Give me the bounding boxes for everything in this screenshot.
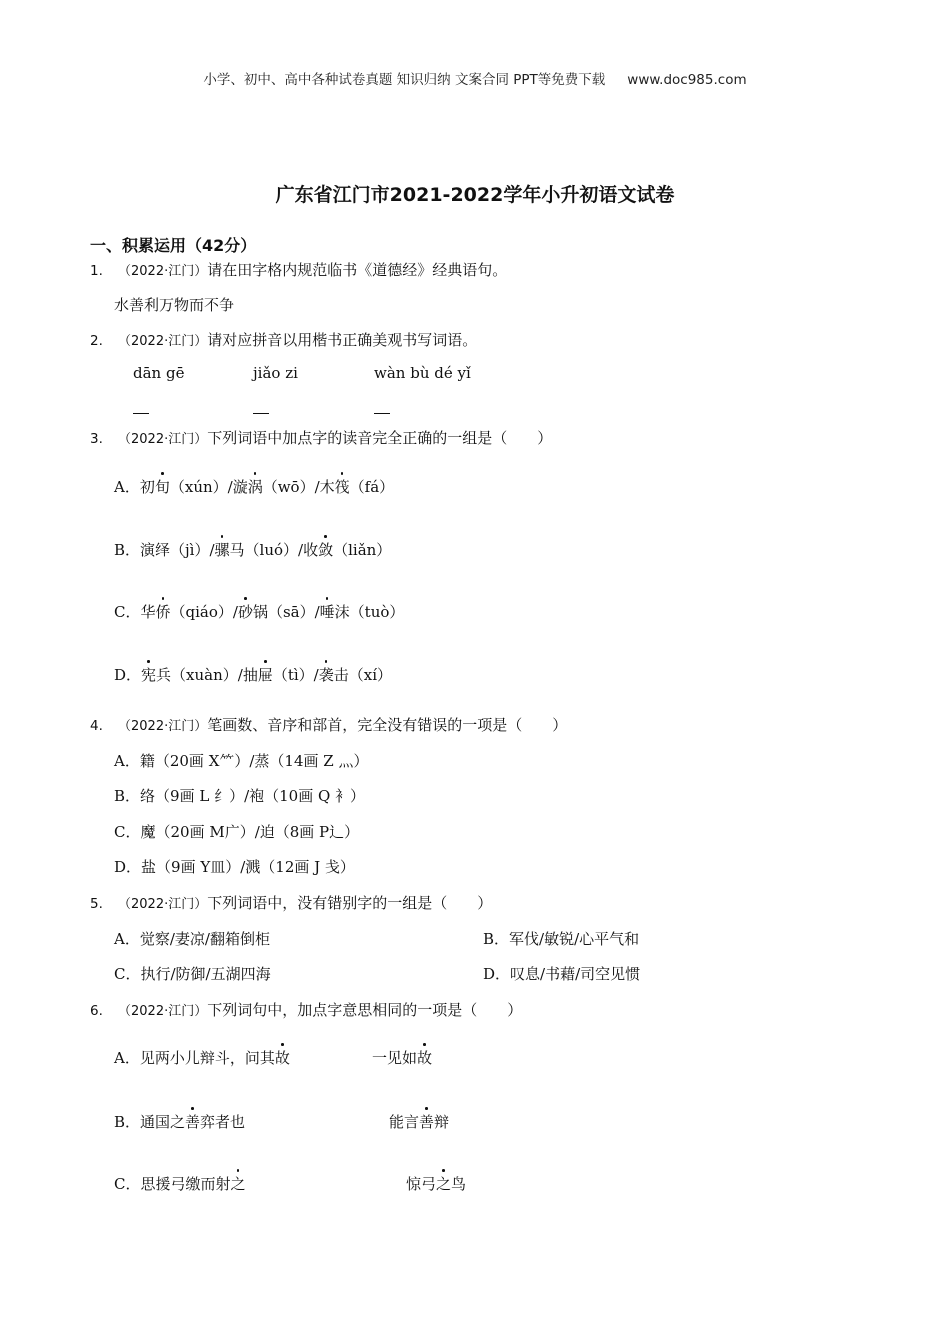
q4-option-a[interactable]: A．籍（20画 X⺮）/蒸（14画 Z 灬） [114,752,369,770]
q6-option-b[interactable]: B．通国之善弈者也 [114,1113,246,1131]
q4-option-d[interactable]: D．盐（9画 Y皿）/溅（12画 J 戋） [114,858,355,876]
q5-option-a[interactable]: A．觉察/妻凉/翻箱倒柜 [114,930,270,948]
pinyin-3: wàn bù dé yǐ [374,364,471,382]
q3-option-d[interactable]: D．宪兵（xuàn）/抽屉（tì）/袭击（xí） [114,666,393,684]
q3-option-c[interactable]: C．华侨（qiáo）/砂锅（sā）/唾沫（tuò） [114,603,405,621]
question-4: 4. （2022·江门）笔画数、音序和部首，完全没有错误的一项是（ ） [90,716,568,734]
answer-blank-1[interactable] [133,403,149,422]
question-1-content: 水善利万物而不争 [114,296,235,314]
answer-blank-2[interactable] [253,403,269,422]
q6-option-a[interactable]: A．见两小儿辩斗，问其故 [114,1049,290,1067]
question-3: 3. （2022·江门）下列词语中加点字的读音完全正确的一组是（ ） [90,429,553,447]
q3-option-a[interactable]: A．初旬（xún）/漩涡（wō）/木筏（fá） [114,478,395,496]
q6-option-c-second: 惊弓之鸟 [406,1175,467,1193]
question-6: 6. （2022·江门）下列词句中，加点字意思相同的一项是（ ） [90,1001,523,1019]
q4-option-c[interactable]: C．魔（20画 M广）/迫（8画 P辶） [114,823,360,841]
header-url[interactable]: www.doc985.com [627,72,747,88]
q6-option-c[interactable]: C．思援弓缴而射之 [114,1175,246,1193]
page-title: 广东省江门市2021-2022学年小升初语文试卷 [275,184,675,206]
question-5: 5. （2022·江门）下列词语中，没有错别字的一组是（ ） [90,894,493,912]
pinyin-1: dān gē [133,364,185,382]
question-1: 1. （2022·江门）请在田字格内规范临书《道德经》经典语句。 [90,261,508,279]
answer-blank-3[interactable] [374,403,390,422]
page-header [0,68,950,88]
header-text: 小学、初中、高中各种试卷真题 知识归纳 文案合同 PPT等免费下载 [203,72,606,88]
section-heading: 一、积累运用（42分） [90,236,257,255]
q3-option-b[interactable]: B．演绎（jì）/骡马（luó）/收敛（liǎn） [114,541,392,559]
q4-option-b[interactable]: B．络（9画 L 纟）/袍（10画 Q 衤） [114,787,366,805]
q6-option-b-second: 能言善辩 [389,1113,450,1131]
pinyin-2: jiǎo zi [253,364,298,382]
q5-option-d[interactable]: D．叹息/书藉/司空见惯 [483,965,641,983]
q6-option-a-second: 一见如故 [372,1049,433,1067]
question-2: 2. （2022·江门）请对应拼音以用楷书正确美观书写词语。 [90,331,478,349]
q5-option-b[interactable]: B．军伐/敏锐/心平气和 [483,930,640,948]
q5-option-c[interactable]: C．执行/防御/五湖四海 [114,965,271,983]
